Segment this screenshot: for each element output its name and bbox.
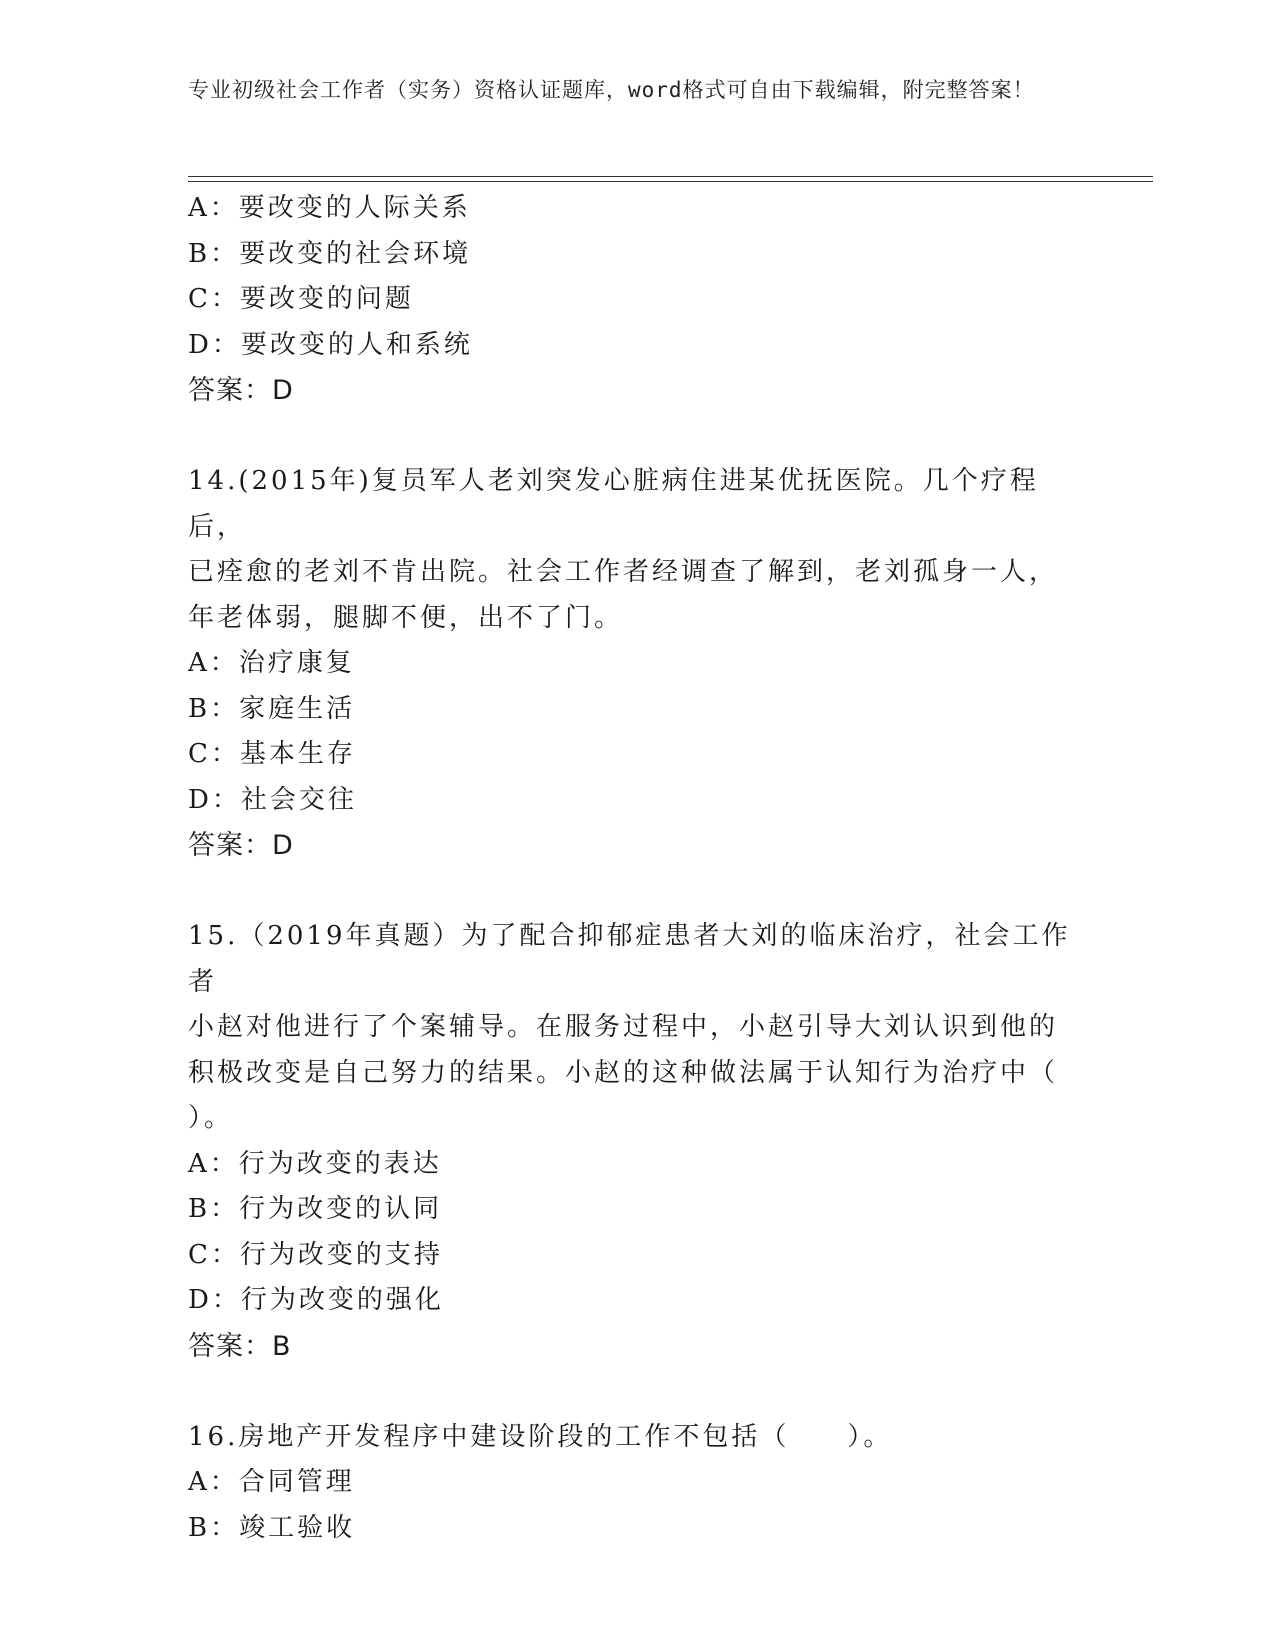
option-a: A：要改变的人际关系 <box>188 193 471 223</box>
header-rule-bottom <box>188 181 1153 182</box>
stem-line: ）。 <box>188 1103 234 1133</box>
question-14-options <box>188 641 1088 823</box>
option-d: D：社会交往 <box>188 784 357 815</box>
stem-line: 14.(2015年)复员军人老刘突发心脏病住进某优抚医院。几个疗程后， <box>188 466 1039 542</box>
stem-line: 16.房地产开发程序中建设阶段的工作不包括（ ）。 <box>188 1421 893 1452</box>
option-a: A：治疗康复 <box>188 648 355 678</box>
question-15-answer: 答案：B <box>188 1330 292 1362</box>
question-14-answer: 答案：D <box>188 830 294 861</box>
spacer <box>188 1369 1088 1415</box>
option-c: C：基本生存 <box>188 739 356 769</box>
stem-line: 年老体弱，腿脚不便，出不了门。 <box>188 602 624 633</box>
question-15-stem <box>188 914 1088 1142</box>
option-b: B：家庭生活 <box>188 693 356 724</box>
question-16-options <box>188 1460 1088 1551</box>
stem-line: 积极改变是自己努力的结果。小赵的这种做法属于认知行为治疗中（ <box>188 1057 1059 1088</box>
question-content <box>188 186 1088 1551</box>
spacer <box>188 414 1088 460</box>
question-13-options <box>188 186 1088 368</box>
option-c: C：行为改变的支持 <box>188 1239 443 1270</box>
question-13-answer: 答案：D <box>188 375 294 406</box>
question-15-options <box>188 1142 1088 1324</box>
stem-line: 15.（2019年真题）为了配合抑郁症患者大刘的临床治疗，社会工作者 <box>188 921 1071 997</box>
option-d: D：行为改变的强化 <box>188 1285 444 1315</box>
option-d: D：要改变的人和系统 <box>188 329 473 360</box>
option-b: B：行为改变的认同 <box>188 1194 443 1224</box>
option-b: B：要改变的社会环境 <box>188 238 472 269</box>
header-rule-top <box>188 176 1153 177</box>
question-14-stem <box>188 459 1088 641</box>
option-c: C：要改变的问题 <box>188 284 414 314</box>
option-b: B：竣工验收 <box>188 1512 356 1543</box>
option-a: A：合同管理 <box>188 1467 355 1497</box>
document-header: 专业初级社会工作者（实务）资格认证题库，word格式可自由下载编辑，附完整答案！ <box>188 78 1035 102</box>
option-a: A：行为改变的表达 <box>188 1148 442 1179</box>
spacer <box>188 869 1088 915</box>
stem-line: 小赵对他进行了个案辅导。在服务过程中，小赵引导大刘认识到他的 <box>188 1012 1059 1042</box>
stem-line: 已痊愈的老刘不肯出院。社会工作者经调查了解到，老刘孤身一人， <box>188 557 1059 587</box>
question-16-stem <box>188 1415 1088 1461</box>
